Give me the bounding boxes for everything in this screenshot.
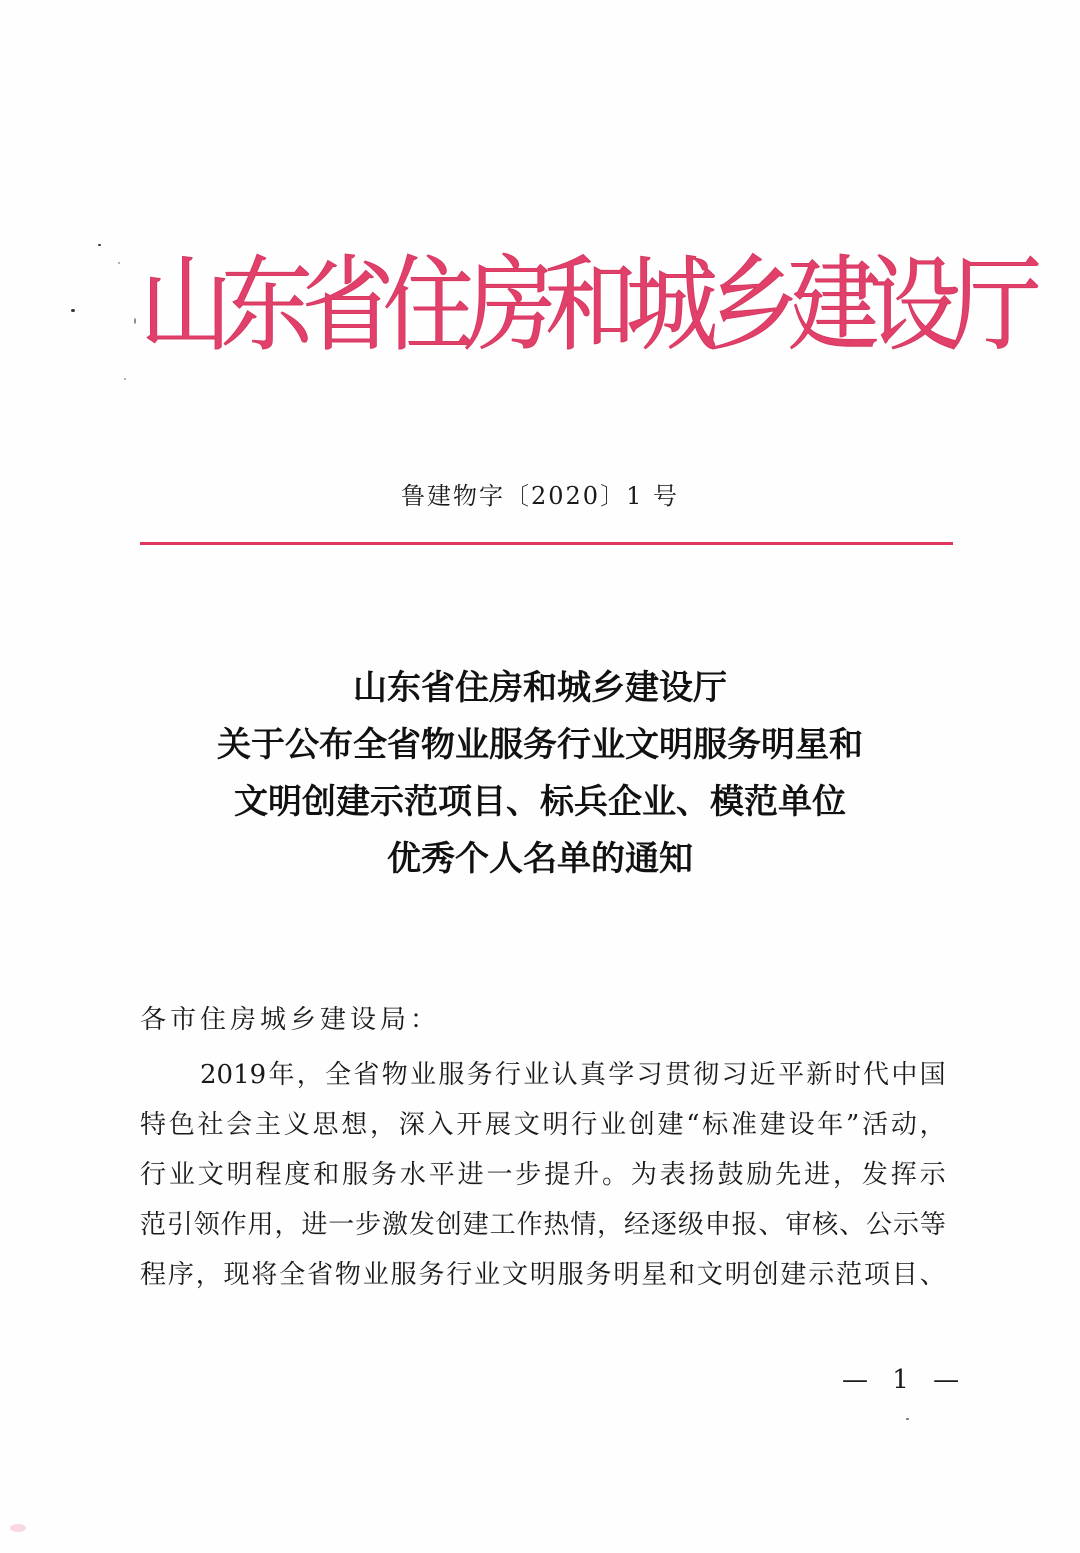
letterhead-char: 城 [626,245,719,366]
scan-speck [98,244,101,246]
title-line: 关于公布全省物业服务行业文明服务明星和 [217,725,863,765]
letterhead-char: 乡 [707,245,800,366]
scan-speck [124,378,126,380]
letterhead-char: 省 [302,245,395,366]
letterhead-char: 房 [464,245,557,366]
page-number: — 1 — [842,1365,968,1395]
letterhead-char: 住 [383,245,476,366]
title-line: 文明创建示范项目、标兵企业、模范单位 [234,782,846,822]
body-line: 2019 年 ， 全 省 物 业 服 务 行 业 认 真 学 习 贯 彻 习 近 平 新 时 代 中 国 [200,1060,946,1090]
scan-speck [906,1418,909,1420]
scan-speck [118,262,120,264]
title-line: 山东省住房和城乡建设厅 [353,668,727,708]
letterhead-char: 设 [869,245,962,366]
letterhead-char: 东 [221,245,314,366]
letterhead-char: 厅 [950,245,1043,366]
body-line: 范 引 领 作 用 ， 进 一 步 激 发 创 建 工 作 热 情 ， 经 逐 级 申 报 、 审 核 、 公 示 等 [140,1210,946,1240]
body-paragraph [140,1055,946,1305]
document-title [0,660,1080,888]
scan-speck [71,309,75,312]
red-divider-rule [140,542,953,545]
salutation: 各市住房城乡建设局： [140,1005,441,1035]
body-line: 特 色 社 会 主 义 思 想 ， 深 入 开 展 文 明 行 业 创 建 “ 标 准 建 设 年 ” 活 动 ， [140,1110,946,1140]
body-line: 程 序 ， 现 将 全 省 物 业 服 务 行 业 文 明 服 务 明 星 和 文 明 创 建 示 范 项 目 、 [140,1260,946,1290]
body-line: 行 业 文 明 程 度 和 服 务 水 平 进 一 步 提 升 。 为 表 扬 鼓 励 先 进 ， 发 挥 示 [140,1160,946,1190]
letterhead-char: 和 [545,245,638,366]
scan-speck [134,318,136,324]
letterhead [140,239,1043,373]
letterhead-char: 建 [788,245,881,366]
letterhead-char: 山 [140,245,233,366]
scan-smudge [10,1524,26,1532]
title-line: 优秀个人名单的通知 [387,839,693,879]
document-number: 鲁建物字〔2020〕1 号 [401,482,679,510]
